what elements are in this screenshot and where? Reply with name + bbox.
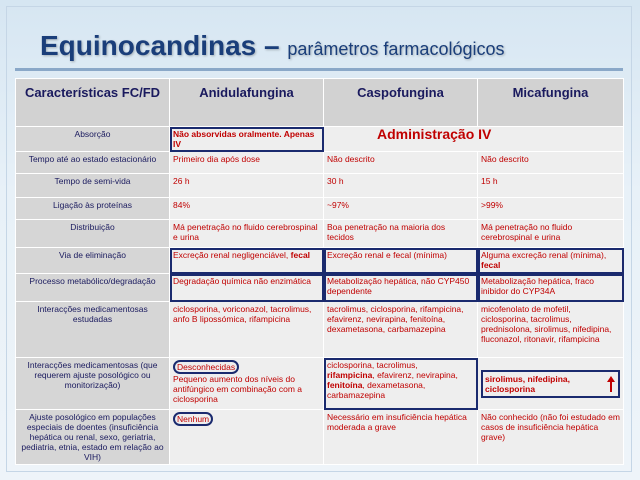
table-row: [16, 174, 624, 198]
header-micafungina: Micafungina: [478, 79, 624, 127]
administration-iv: Administração IV: [377, 126, 492, 142]
row-label: Processo metabólico/degradação: [16, 274, 170, 302]
cell-caspofungina: Boa penetração na maioria dos tecidos: [324, 220, 478, 248]
none-badge: Nenhum: [173, 412, 213, 426]
row-label: Interacções medicamentosas estudadas: [16, 302, 170, 358]
metabolism-anidulafungina: Degradação química não enzimática: [170, 274, 324, 302]
metabolism-micafungina: Metabolização hepática, fraco inibidor do CYP34A: [478, 274, 624, 302]
title-main: Equinocandinas: [40, 30, 257, 61]
cell-anidulafungina: 26 h: [170, 174, 324, 198]
unknown-badge: Desconhecidas: [173, 360, 239, 374]
elimination-anidulafungina: [170, 248, 324, 274]
drug-fenitoina: fenitoína: [327, 380, 363, 390]
title-divider: [15, 68, 623, 71]
elimination-micafungina: [478, 248, 624, 274]
drug-rifampicina: rifampicina: [327, 370, 373, 380]
header-row: [16, 79, 624, 127]
cell-micafungina: Não descrito: [478, 152, 624, 174]
table-row: [16, 198, 624, 220]
table-row: [16, 127, 624, 152]
row-label: Ligação às proteínas: [16, 198, 170, 220]
drug-list-part: , dexametasona, carbamazepina: [327, 380, 426, 400]
cell-anidulafungina: Primeiro dia após dose: [170, 152, 324, 174]
absorption-merged: [324, 127, 624, 152]
adjust-note: Pequeno aumento dos níveis do antifúngico em combinação com a ciclosporina: [173, 374, 302, 404]
slide-title: [40, 30, 504, 62]
row-label: Distribuição: [16, 220, 170, 248]
header-caspofungina: Caspofungina: [324, 79, 478, 127]
cell-micafungina: Não conhecido (não foi estudado em casos de insuficiência hepática grave): [478, 410, 624, 465]
elimination-text: Excreção renal negligenciável,: [173, 250, 291, 260]
adjust-interactions-micafungina: [478, 358, 624, 410]
cell-micafungina: Má penetração no fluido cerebrospinal e urina: [478, 220, 624, 248]
cell-micafungina: micofenolato de mofetil, ciclosporina, tacrolimus, prednisolona, sirolimus, nifedipina, fluconazol, ritonavir, rifampicina: [478, 302, 624, 358]
cell-caspofungina: Não descrito: [324, 152, 478, 174]
table-row: [16, 220, 624, 248]
table-row: [16, 302, 624, 358]
table-row: [16, 410, 624, 465]
cell-anidulafungina: Má penetração no fluido cerebrospinal e urina: [170, 220, 324, 248]
cell-micafungina: >99%: [478, 198, 624, 220]
adjust-interactions-caspofungina: [324, 358, 478, 410]
table-row: [16, 152, 624, 174]
row-label: Tempo de semi-vida: [16, 174, 170, 198]
row-label: Absorção: [16, 127, 170, 152]
adjust-interactions-anidulafungina: [170, 358, 324, 410]
cell-caspofungina: tacrolimus, ciclosporina, rifampicina, efavirenz, nevirapina, fenitoína, dexametasona, carbamazepina: [324, 302, 478, 358]
header-anidulafungina: Anidulafungina: [170, 79, 324, 127]
micafungina-box: [481, 370, 620, 398]
row-label: Tempo até ao estado estacionário: [16, 152, 170, 174]
title-dash: –: [256, 30, 288, 61]
cell-micafungina: 15 h: [478, 174, 624, 198]
elimination-caspofungina: Excreção renal e fecal (mínima): [324, 248, 478, 274]
table-row: [16, 248, 624, 274]
elimination-fecal: fecal: [290, 250, 311, 260]
row-label: Ajuste posológico em populações especiais de doentes (insuficiência hepática ou renal, sexo, geriatria, pediatria, etnia, estado em relação ao VIH): [16, 410, 170, 465]
table-row: [16, 274, 624, 302]
title-sub: parâmetros farmacológicos: [287, 39, 505, 59]
row-label: Interacções medicamentosas (que requerem ajuste posológico ou monitorização): [16, 358, 170, 410]
cell-caspofungina: 30 h: [324, 174, 478, 198]
drug-list-part: ciclosporina, tacrolimus,: [327, 360, 418, 370]
cell-anidulafungina: [170, 410, 324, 465]
table-row: [16, 358, 624, 410]
cell-anidulafungina: ciclosporina, voriconazol, tacrolimus, anfo B lipossómica, rifampicina: [170, 302, 324, 358]
elimination-fecal: fecal: [481, 260, 501, 270]
cell-anidulafungina: 84%: [170, 198, 324, 220]
absorption-text: Não absorvidas oralmente. Apenas IV: [173, 129, 315, 149]
row-label: Via de eliminação: [16, 248, 170, 274]
elimination-text: Alguma excreção renal (mínima),: [481, 250, 607, 260]
metabolism-caspofungina: Metabolização hepática, não CYP450 dependente: [324, 274, 478, 302]
pharmacology-table: [15, 78, 624, 465]
mica-drug-list: sirolimus, nifedipina, ciclosporina: [485, 373, 571, 394]
cell-caspofungina: ~97%: [324, 198, 478, 220]
absorption-anidulafungina: [170, 127, 324, 152]
drug-list-part: , efavirenz, nevirapina,: [372, 370, 458, 380]
cell-caspofungina: Necessário em insuficiência hepática moderada a grave: [324, 410, 478, 465]
header-characteristics: Características FC/FD: [16, 79, 170, 127]
increase-arrow-icon: [606, 375, 616, 393]
